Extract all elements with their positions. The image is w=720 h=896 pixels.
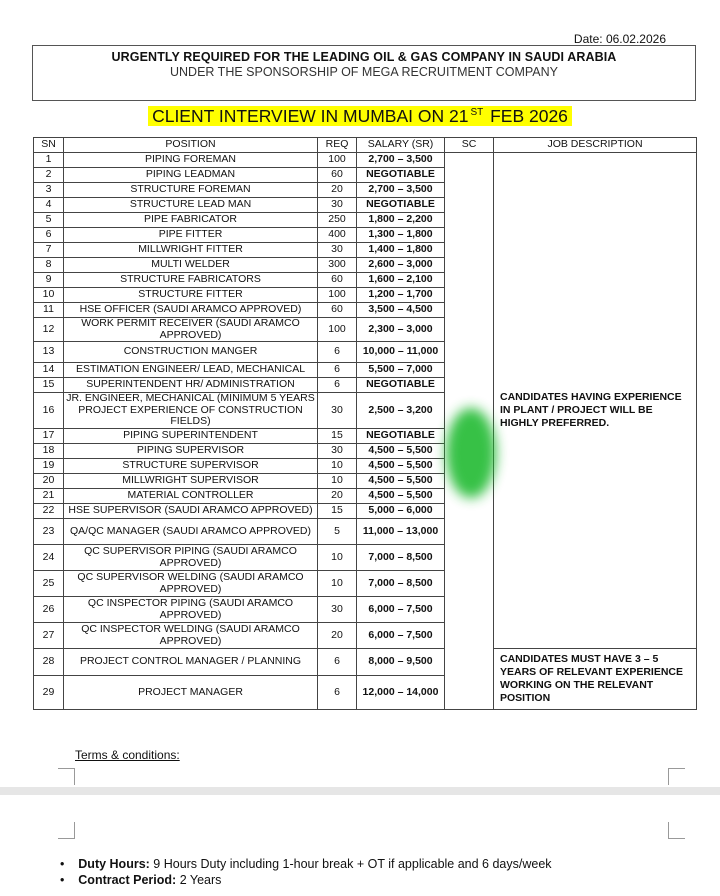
header-line-1: URGENTLY REQUIRED FOR THE LEADING OIL & GAS COMPANY IN SAUDI ARABIA xyxy=(111,50,617,64)
page-break xyxy=(0,787,720,795)
cell-sn: 27 xyxy=(34,623,64,649)
cell-salary: 1,200 – 1,700 xyxy=(357,288,445,303)
cell-position: STRUCTURE FOREMAN xyxy=(64,183,318,198)
header-line-2: UNDER THE SPONSORSHIP OF MEGA RECRUITMENT COMPANY xyxy=(169,65,558,79)
cell-req: 6 xyxy=(318,342,357,363)
bullet-text: 9 Hours Duty including 1-hour break + OT if applicable and 6 days/week xyxy=(149,857,552,871)
cell-sn: 19 xyxy=(34,459,64,474)
cell-sn: 6 xyxy=(34,228,64,243)
cell-req: 15 xyxy=(318,504,357,519)
cell-sn: 8 xyxy=(34,258,64,273)
cell-position: HSE OFFICER (SAUDI ARAMCO APPROVED) xyxy=(64,303,318,318)
col-header-salary: SALARY (SR) xyxy=(357,138,445,153)
cell-position: PIPE FITTER xyxy=(64,228,318,243)
cell-sn: 22 xyxy=(34,504,64,519)
cell-req: 30 xyxy=(318,198,357,213)
cell-req: 60 xyxy=(318,273,357,288)
title-sup: ST xyxy=(470,107,484,119)
page-corner-mark xyxy=(58,768,75,785)
cell-req: 30 xyxy=(318,597,357,623)
cell-req: 400 xyxy=(318,228,357,243)
cell-req: 6 xyxy=(318,676,357,710)
cell-position: STRUCTURE FABRICATORS xyxy=(64,273,318,288)
cell-req: 10 xyxy=(318,571,357,597)
interview-title xyxy=(0,106,720,127)
cell-position: HSE SUPERVISOR (SAUDI ARAMCO APPROVED) xyxy=(64,504,318,519)
cell-sn: 14 xyxy=(34,363,64,378)
cell-position: STRUCTURE SUPERVISOR xyxy=(64,459,318,474)
cell-position: CONSTRUCTION MANGER xyxy=(64,342,318,363)
cell-position: QC SUPERVISOR PIPING (SAUDI ARAMCO APPROVED) xyxy=(64,545,318,571)
cell-position: JR. ENGINEER, MECHANICAL (MINIMUM 5 YEARS PROJECT EXPERIENCE OF CONSTRUCTION FIELDS) xyxy=(64,393,318,429)
cell-req: 10 xyxy=(318,545,357,571)
cell-req: 20 xyxy=(318,623,357,649)
cell-req: 6 xyxy=(318,363,357,378)
cell-position: PIPING SUPERINTENDENT xyxy=(64,429,318,444)
cell-position: QA/QC MANAGER (SAUDI ARAMCO APPROVED) xyxy=(64,519,318,545)
cell-salary: NEGOTIABLE xyxy=(357,198,445,213)
bullet-label: Contract Period: xyxy=(78,873,177,887)
cell-job-description xyxy=(494,649,697,710)
cell-sn: 5 xyxy=(34,213,64,228)
page-corner-mark xyxy=(668,768,685,785)
cell-position: STRUCTURE LEAD MAN xyxy=(64,198,318,213)
cell-req: 100 xyxy=(318,288,357,303)
col-header-position: POSITION xyxy=(64,138,318,153)
cell-sn: 4 xyxy=(34,198,64,213)
cell-req: 10 xyxy=(318,459,357,474)
cell-sn: 15 xyxy=(34,378,64,393)
cell-sn: 28 xyxy=(34,649,64,676)
cell-sn: 26 xyxy=(34,597,64,623)
job-description-text: CANDIDATES MUST HAVE 3 – 5 YEARS OF RELEVANT EXPERIENCE WORKING ON THE RELEVANT POSITION xyxy=(500,653,684,704)
cell-req: 30 xyxy=(318,243,357,258)
cell-position: MATERIAL CONTROLLER xyxy=(64,489,318,504)
cell-req: 30 xyxy=(318,393,357,429)
col-header-job-description: JOB DESCRIPTION xyxy=(494,138,697,153)
title-text: CLIENT INTERVIEW IN MUMBAI ON 21 xyxy=(152,106,469,126)
cell-position: SUPERINTENDENT HR/ ADMINISTRATION xyxy=(64,378,318,393)
cell-salary: NEGOTIABLE xyxy=(357,378,445,393)
cell-sn: 7 xyxy=(34,243,64,258)
cell-salary: 8,000 – 9,500 xyxy=(357,649,445,676)
cell-position: PIPING SUPERVISOR xyxy=(64,444,318,459)
cell-salary: 4,500 – 5,500 xyxy=(357,474,445,489)
cell-sn: 3 xyxy=(34,183,64,198)
bullet-duty-hours: • Duty Hours: 9 Hours Duty including 1-hour break + OT if applicable and 6 days/week xyxy=(60,857,552,871)
cell-sn: 21 xyxy=(34,489,64,504)
col-header-sn: SN xyxy=(34,138,64,153)
cell-sn: 12 xyxy=(34,318,64,342)
cell-position: PIPE FABRICATOR xyxy=(64,213,318,228)
cell-salary: 1,400 – 1,800 xyxy=(357,243,445,258)
cell-req: 30 xyxy=(318,444,357,459)
green-ink-smudge xyxy=(446,408,496,498)
cell-salary: 2,300 – 3,000 xyxy=(357,318,445,342)
cell-salary: 11,000 – 13,000 xyxy=(357,519,445,545)
cell-salary: 4,500 – 5,500 xyxy=(357,489,445,504)
cell-salary: 1,800 – 2,200 xyxy=(357,213,445,228)
cell-salary: NEGOTIABLE xyxy=(357,168,445,183)
cell-position: PIPING LEADMAN xyxy=(64,168,318,183)
cell-salary: 6,000 – 7,500 xyxy=(357,623,445,649)
cell-salary: 2,600 – 3,000 xyxy=(357,258,445,273)
cell-req: 20 xyxy=(318,489,357,504)
cell-salary: 2,700 – 3,500 xyxy=(357,153,445,168)
cell-salary: 10,000 – 11,000 xyxy=(357,342,445,363)
document-date: Date: 06.02.2026 xyxy=(573,32,666,46)
title-date: FEB 2026 xyxy=(485,106,568,126)
cell-salary: NEGOTIABLE xyxy=(357,429,445,444)
cell-position: PROJECT MANAGER xyxy=(64,676,318,710)
cell-position: PROJECT CONTROL MANAGER / PLANNING xyxy=(64,649,318,676)
cell-sn: 25 xyxy=(34,571,64,597)
cell-position: QC SUPERVISOR WELDING (SAUDI ARAMCO APPROVED) xyxy=(64,571,318,597)
job-description-text: CANDIDATES HAVING EXPERIENCE IN PLANT / PROJECT WILL BE HIGHLY PREFERRED. xyxy=(500,391,682,429)
cell-salary: 2,500 – 3,200 xyxy=(357,393,445,429)
cell-sn: 10 xyxy=(34,288,64,303)
terms-heading: Terms & conditions: xyxy=(75,748,180,762)
cell-position: QC INSPECTOR WELDING (SAUDI ARAMCO APPROVED) xyxy=(64,623,318,649)
cell-salary: 6,000 – 7,500 xyxy=(357,597,445,623)
cell-sn: 9 xyxy=(34,273,64,288)
cell-salary: 12,000 – 14,000 xyxy=(357,676,445,710)
cell-req: 100 xyxy=(318,318,357,342)
table-row xyxy=(34,153,697,168)
cell-position: WORK PERMIT RECEIVER (SAUDI ARAMCO APPROVED) xyxy=(64,318,318,342)
cell-req: 20 xyxy=(318,183,357,198)
cell-sn: 16 xyxy=(34,393,64,429)
cell-salary: 3,500 – 4,500 xyxy=(357,303,445,318)
cell-salary: 4,500 – 5,500 xyxy=(357,459,445,474)
header-box xyxy=(32,45,696,101)
cell-req: 5 xyxy=(318,519,357,545)
cell-salary: 1,300 – 1,800 xyxy=(357,228,445,243)
table-header-row xyxy=(34,138,697,153)
cell-salary: 4,500 – 5,500 xyxy=(357,444,445,459)
cell-position: STRUCTURE FITTER xyxy=(64,288,318,303)
cell-sn: 20 xyxy=(34,474,64,489)
cell-sn: 13 xyxy=(34,342,64,363)
col-header-sc: SC xyxy=(445,138,494,153)
cell-salary: 2,700 – 3,500 xyxy=(357,183,445,198)
cell-req: 250 xyxy=(318,213,357,228)
table-row xyxy=(34,649,697,676)
cell-sn: 11 xyxy=(34,303,64,318)
cell-sn: 1 xyxy=(34,153,64,168)
cell-req: 15 xyxy=(318,429,357,444)
positions-table xyxy=(33,137,697,710)
cell-sn: 23 xyxy=(34,519,64,545)
cell-salary: 5,000 – 6,000 xyxy=(357,504,445,519)
cell-sn: 24 xyxy=(34,545,64,571)
cell-position: ESTIMATION ENGINEER/ LEAD, MECHANICAL xyxy=(64,363,318,378)
cell-sn: 29 xyxy=(34,676,64,710)
bullet-label: Duty Hours: xyxy=(78,857,150,871)
cell-sn: 2 xyxy=(34,168,64,183)
cell-salary: 1,600 – 2,100 xyxy=(357,273,445,288)
cell-job-description xyxy=(494,153,697,649)
cell-position: PIPING FOREMAN xyxy=(64,153,318,168)
cell-position: MILLWRIGHT SUPERVISOR xyxy=(64,474,318,489)
cell-position: MULTI WELDER xyxy=(64,258,318,273)
cell-req: 300 xyxy=(318,258,357,273)
cell-position: MILLWRIGHT FITTER xyxy=(64,243,318,258)
bullet-contract-period: • Contract Period: 2 Years xyxy=(60,873,222,887)
col-header-req: REQ xyxy=(318,138,357,153)
cell-position: QC INSPECTOR PIPING (SAUDI ARAMCO APPROVED) xyxy=(64,597,318,623)
cell-sn: 18 xyxy=(34,444,64,459)
cell-req: 6 xyxy=(318,378,357,393)
cell-req: 6 xyxy=(318,649,357,676)
page-corner-mark xyxy=(668,822,685,839)
cell-salary: 7,000 – 8,500 xyxy=(357,545,445,571)
cell-sn: 17 xyxy=(34,429,64,444)
page-corner-mark xyxy=(58,822,75,839)
cell-req: 60 xyxy=(318,168,357,183)
cell-req: 10 xyxy=(318,474,357,489)
cell-salary: 5,500 – 7,000 xyxy=(357,363,445,378)
cell-req: 100 xyxy=(318,153,357,168)
cell-salary: 7,000 – 8,500 xyxy=(357,571,445,597)
cell-req: 60 xyxy=(318,303,357,318)
bullet-text: 2 Years xyxy=(176,873,222,887)
